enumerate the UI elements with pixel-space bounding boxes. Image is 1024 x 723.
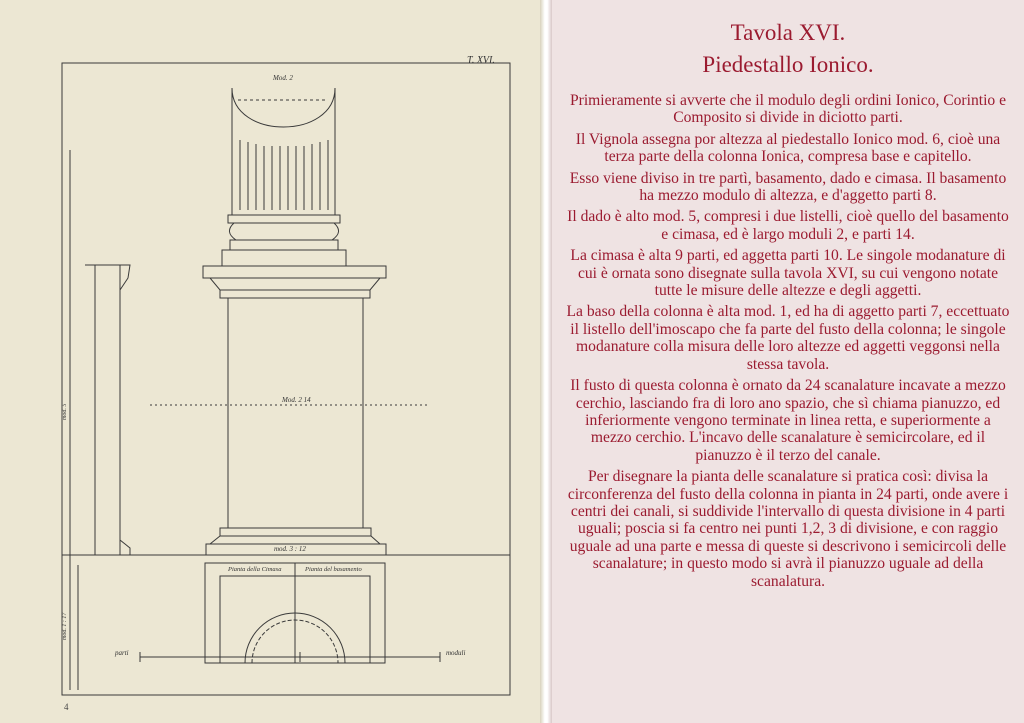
label-mod-base: mod. 3 : 12 xyxy=(274,545,306,553)
column-base xyxy=(222,215,346,266)
plate-frame xyxy=(62,63,510,695)
paragraph: Il Vignola assegna por altezza al piedestallo Ionico mod. 6, cioè una terza parte della colonna Ionica, compresa base e capitello. xyxy=(575,130,1001,166)
paragraph: Il fusto di questa colonna è ornato da 24 scanalature incavate a mezzo cerchio, lasciando fra di loro ano spazio, che sì chiama pianuzzo, ed inferiormente vengono terminate in linea retta, e superiormente a mezzo cerchio. L'incavo delle scanalature è semicircolare, ed il pianuzzo è il terzo del canale. xyxy=(570,377,1006,464)
label-parti: parti xyxy=(115,649,129,657)
label-pianta-basamento: Pianta del basamento xyxy=(305,566,362,573)
article-body xyxy=(566,92,1010,594)
plate-tag: T. XVI. xyxy=(467,55,495,66)
plate-title: Tavola XVI. xyxy=(730,20,846,45)
paragraph: Esso viene diviso in tre partì, basamento, dado e cimasa. Il basamento ha mezzo modulo di altezza, e d'aggetto parti 8. xyxy=(569,169,1007,205)
label-mod-center: Mod. 2 14 xyxy=(282,396,311,404)
pedestal-plan xyxy=(205,563,385,663)
profile-section xyxy=(70,150,130,690)
page-number: 4 xyxy=(64,702,69,712)
pedestal-cimasa xyxy=(203,266,386,298)
scale-bar xyxy=(140,652,440,662)
pedestal-die xyxy=(228,298,363,528)
paragraph: Il dado è alto mod. 5, compresi i due listelli, cioè quello del basamento e cimasa, ed è largo moduli 2, e parti 14. xyxy=(567,208,1009,243)
paragraph: Per disegnare la pianta delle scanalature si pratica così: divisa la circonferenza del fusto della colonna in pianta in 24 parti, onde avere i centri dei canali, si suddivide l'intervallo di questa divisione in 4 parti uguali; poscia si fa centro nei punti 1,2, 3 di divisione, e con raggio uguale ad una parte e messa di queste si descrivono i semicircoli delle scanalature; in questo modo si avrà il pianuzzo uguale ad della scanalatura. xyxy=(567,468,1009,590)
label-mod-left-lower: mod. 1 : 17 xyxy=(62,612,68,640)
book-gutter xyxy=(540,0,552,723)
paragraph: La baso della colonna è alta mod. 1, ed ha di aggetto parti 7, eccettuato il listello dell'imoscapo che fa parte del fusto della colonna; le singole modanature colla misura delle loro altezze ed aggetti veggonsi nella stessa tavola. xyxy=(566,303,1010,373)
plate-subtitle: Piedestallo Ionico. xyxy=(702,52,874,77)
paragraph: La cimasa è alta 9 parti, ed aggetta parti 10. Le singole modanature di cui è ornata sono disegnate sulla tavola XVI, su cui vengono notate tutte le misure delle altezze e degli aggetti. xyxy=(570,247,1006,300)
label-moduli: moduli xyxy=(446,649,466,657)
column-shaft xyxy=(232,88,335,215)
label-mod-top: Mod. 2 xyxy=(273,74,293,82)
label-mod-left-upper: mod. 5 xyxy=(62,403,68,420)
paragraph: Primieramente si avverte che il modulo degli ordini Ionico, Corintio e Composito si divide in diciotto parti. xyxy=(569,92,1007,127)
label-pianta-cimasa: Pianta della Cimasa xyxy=(228,566,282,573)
